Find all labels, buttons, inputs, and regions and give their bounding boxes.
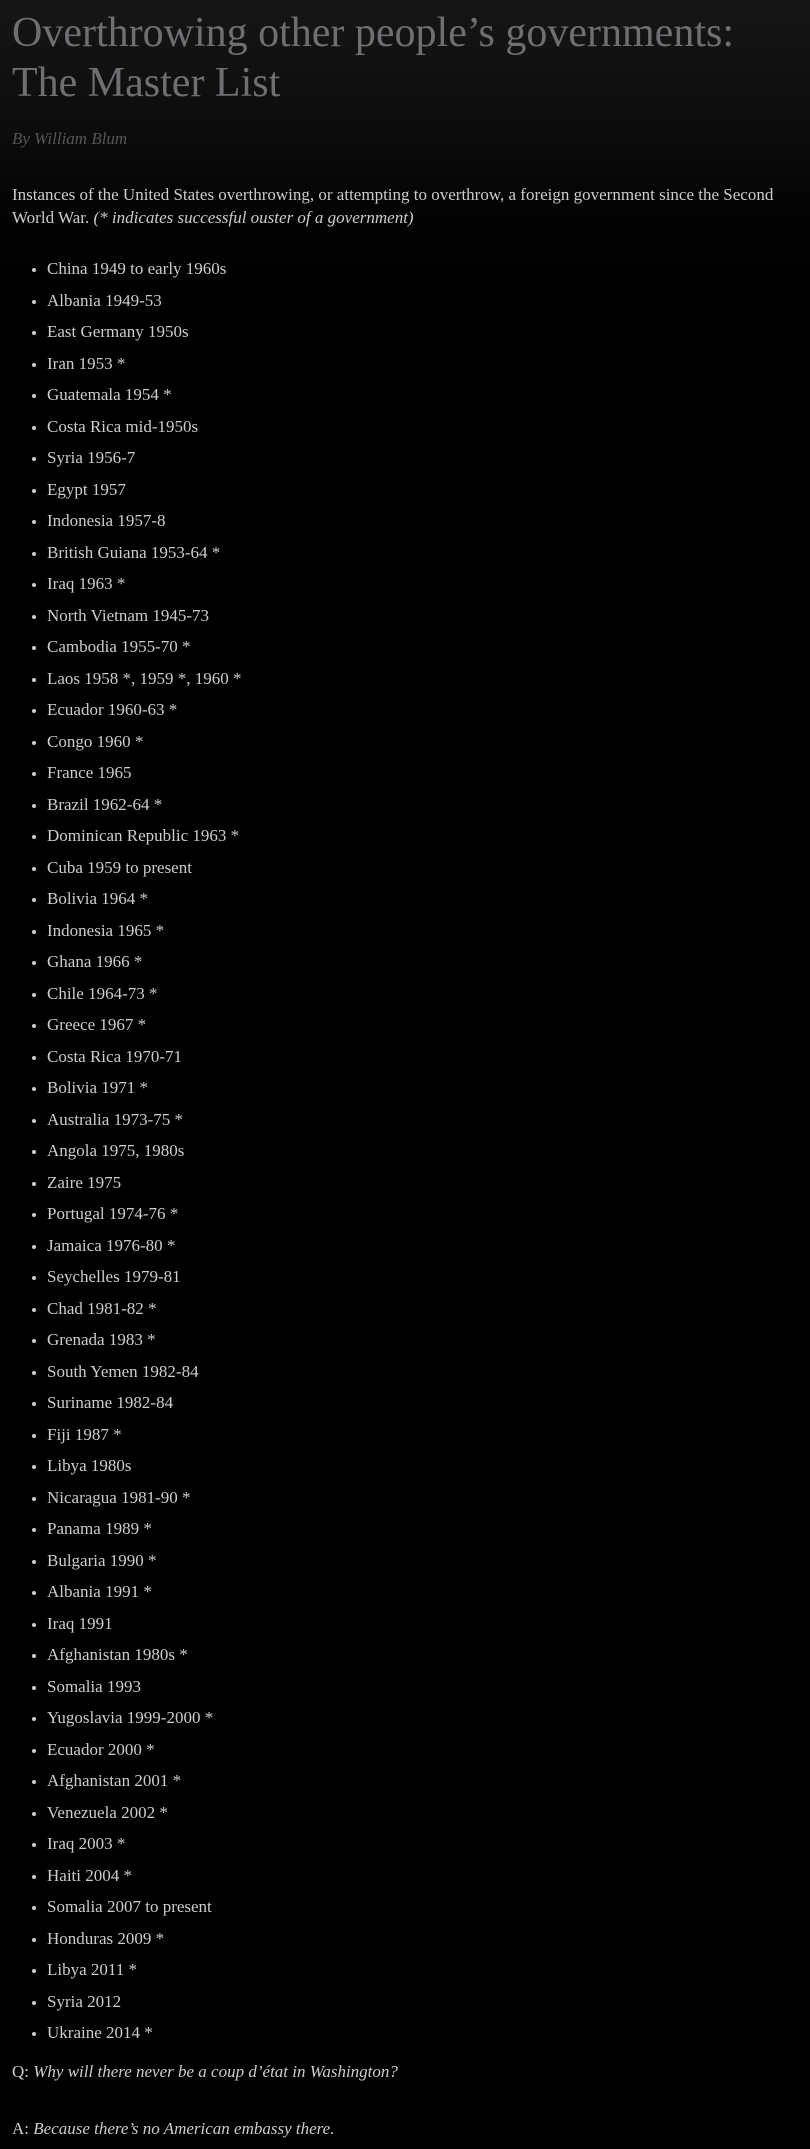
list-item: • Grenada 1983 *: [47, 1329, 798, 1351]
list-item: • Costa Rica 1970-71: [47, 1046, 798, 1068]
list-item: • Somalia 2007 to present: [47, 1896, 798, 1918]
list-item: • Iraq 2003 *: [47, 1833, 798, 1855]
list-item: • Bolivia 1971 *: [47, 1077, 798, 1099]
list-item: • Angola 1975, 1980s: [47, 1140, 798, 1162]
list-item: • Cuba 1959 to present: [47, 857, 798, 879]
list-item: • East Germany 1950s: [47, 321, 798, 343]
interventions-list: [12, 258, 798, 2044]
list-item: • Libya 2011 *: [47, 1959, 798, 1981]
list-item: • Venezuela 2002 *: [47, 1802, 798, 1824]
answer-line: [12, 2117, 798, 2140]
list-item: • Brazil 1962-64 *: [47, 794, 798, 816]
list-item: • Honduras 2009 *: [47, 1928, 798, 1950]
list-item: • Congo 1960 *: [47, 731, 798, 753]
list-item: • Jamaica 1976-80 *: [47, 1235, 798, 1257]
list-item: • China 1949 to early 1960s: [47, 258, 798, 280]
byline: By William Blum: [12, 129, 128, 148]
list-item: • Syria 2012: [47, 1991, 798, 2013]
list-item: • Costa Rica mid-1950s: [47, 416, 798, 438]
list-item: • Chile 1964-73 *: [47, 983, 798, 1005]
list-item: • Portugal 1974-76 *: [47, 1203, 798, 1225]
list-item: • Fiji 1987 *: [47, 1424, 798, 1446]
list-item: • Iran 1953 *: [47, 353, 798, 375]
question-prefix: Q:: [12, 2062, 34, 2081]
list-item: • Panama 1989 *: [47, 1518, 798, 1540]
list-item: • Afghanistan 1980s *: [47, 1644, 798, 1666]
list-item: • Iraq 1991: [47, 1613, 798, 1635]
list-item: • Guatemala 1954 *: [47, 384, 798, 406]
list-item: • Afghanistan 2001 *: [47, 1770, 798, 1792]
list-item: • Libya 1980s: [47, 1455, 798, 1477]
intro-paragraph: [12, 183, 798, 229]
intro-text: Instances of the United States overthrowing, or attempting to overthrow, a foreign government since the Second World War.: [12, 185, 774, 227]
list-item: • North Vietnam 1945-73: [47, 605, 798, 627]
list-item: • Indonesia 1957-8: [47, 510, 798, 532]
list-item: • France 1965: [47, 762, 798, 784]
list-item: • Bolivia 1964 *: [47, 888, 798, 910]
list-item: • Australia 1973-75 *: [47, 1109, 798, 1131]
answer-text: Because there’s no American embassy there.: [33, 2119, 335, 2138]
list-item: • Albania 1991 *: [47, 1581, 798, 1603]
list-item: • Somalia 1993: [47, 1676, 798, 1698]
intro-note-italic: (* indicates successful ouster of a government): [93, 208, 414, 227]
list-item: • South Yemen 1982-84: [47, 1361, 798, 1383]
list-item: • Suriname 1982-84: [47, 1392, 798, 1414]
list-item: • Ecuador 1960-63 *: [47, 699, 798, 721]
list-item: • Ukraine 2014 *: [47, 2022, 798, 2044]
list-item: • Dominican Republic 1963 *: [47, 825, 798, 847]
answer-prefix: A:: [12, 2119, 34, 2138]
list-item: • Zaire 1975: [47, 1172, 798, 1194]
list-item: • Bulgaria 1990 *: [47, 1550, 798, 1572]
list-item: • Greece 1967 *: [47, 1014, 798, 1036]
list-item: • Haiti 2004 *: [47, 1865, 798, 1887]
list-item: • Iraq 1963 *: [47, 573, 798, 595]
list-item: • Indonesia 1965 *: [47, 920, 798, 942]
list-item: • Syria 1956-7: [47, 447, 798, 469]
list-item: • British Guiana 1953-64 *: [47, 542, 798, 564]
list-item: • Laos 1958 *, 1959 *, 1960 *: [47, 668, 798, 690]
question-line: [12, 2060, 798, 2083]
page-title: Overthrowing other people’s governments: The Master List: [12, 10, 734, 106]
question-text: Why will there never be a coup d’état in Washington?: [33, 2062, 398, 2081]
list-item: • Albania 1949-53: [47, 290, 798, 312]
list-item: • Ghana 1966 *: [47, 951, 798, 973]
list-item: • Yugoslavia 1999-2000 *: [47, 1707, 798, 1729]
list-item: • Seychelles 1979-81: [47, 1266, 798, 1288]
list-item: • Nicaragua 1981-90 *: [47, 1487, 798, 1509]
list-item: • Egypt 1957: [47, 479, 798, 501]
list-item: • Cambodia 1955-70 *: [47, 636, 798, 658]
list-item: • Chad 1981-82 *: [47, 1298, 798, 1320]
list-item: • Ecuador 2000 *: [47, 1739, 798, 1761]
